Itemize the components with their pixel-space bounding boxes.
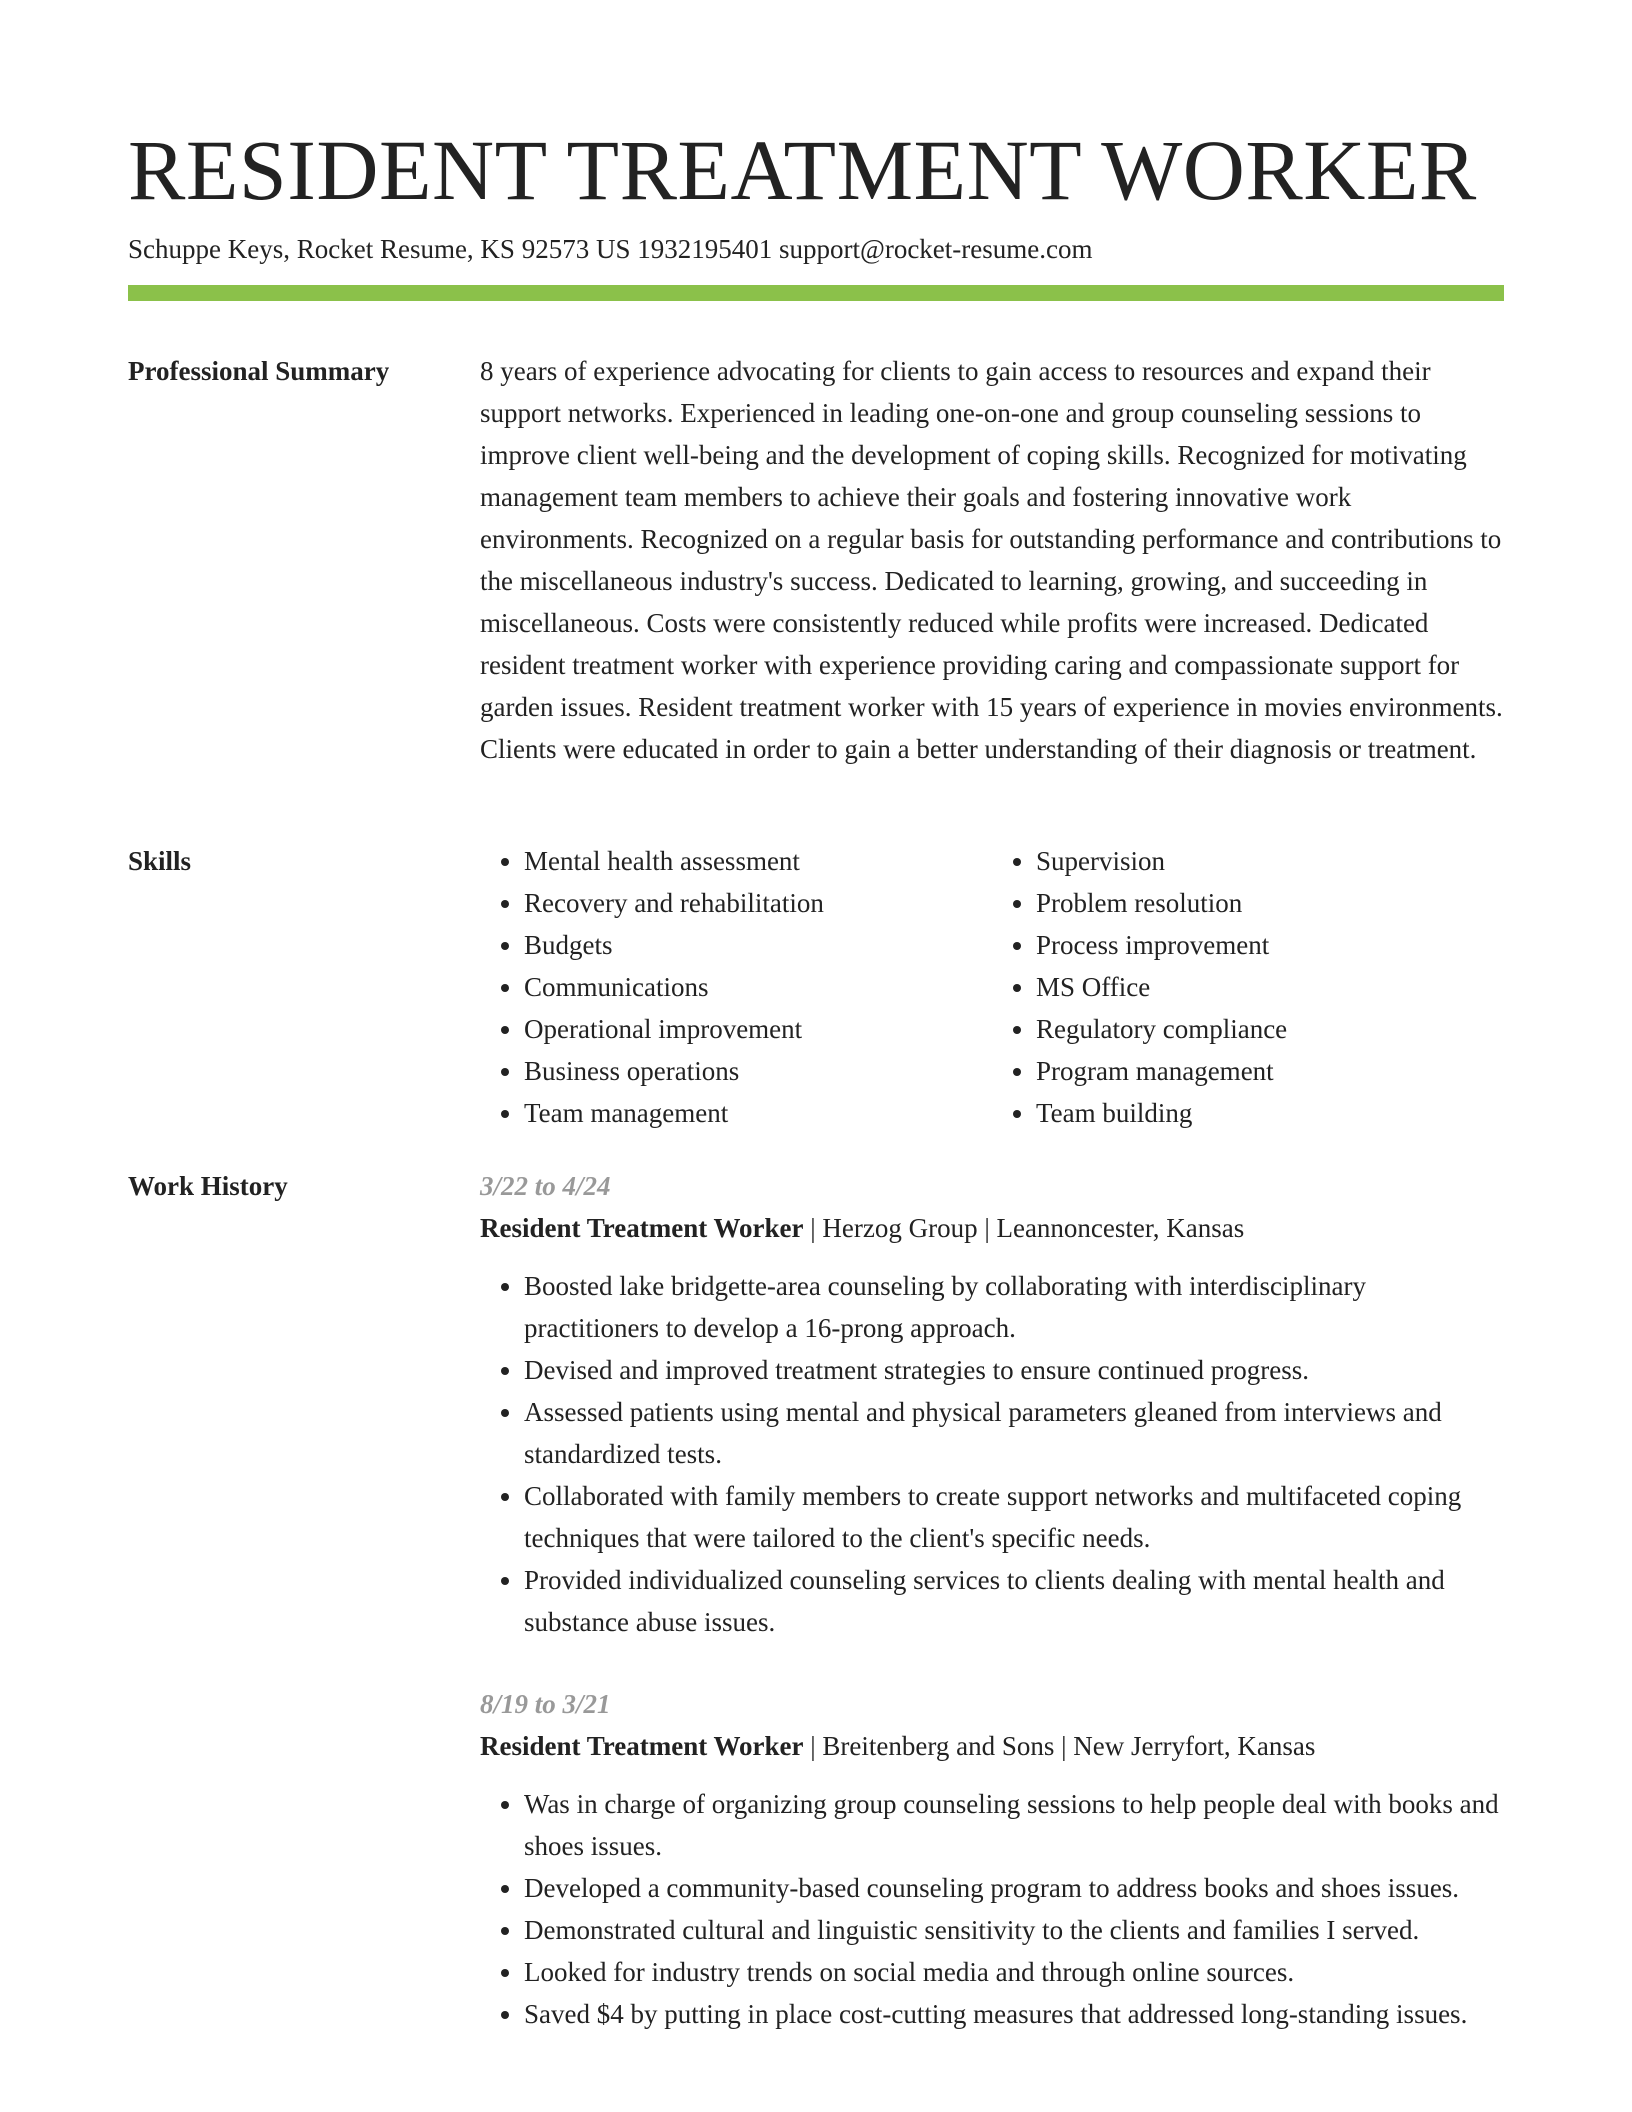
- skills-body: [480, 840, 1504, 1134]
- skills-list-right: [992, 840, 1504, 1134]
- job-bullets: [480, 1783, 1504, 2035]
- skill-item: • MS Office: [1036, 966, 1504, 1008]
- header-divider: [128, 285, 1504, 301]
- job-bullet: • Collaborated with family members to create support networks and multifaceted coping techniques that were tailored to the client's specific needs.: [524, 1475, 1504, 1559]
- skill-item: • Business operations: [524, 1050, 992, 1092]
- skill-item: • Problem resolution: [1036, 882, 1504, 924]
- skill-item: • Recovery and rehabilitation: [524, 882, 992, 924]
- job-bullet: • Looked for industry trends on social media and through online sources.: [524, 1951, 1504, 1993]
- skill-item: • Regulatory compliance: [1036, 1008, 1504, 1050]
- job-title-line: [480, 1725, 1504, 1767]
- skill-item: • Budgets: [524, 924, 992, 966]
- skill-item: • Team management: [524, 1092, 992, 1134]
- skills-heading: Skills: [128, 846, 192, 876]
- job-title: Resident Treatment Worker: [480, 1731, 804, 1761]
- job-dates: 3/22 to 4/24: [480, 1171, 611, 1201]
- work-history-body: [480, 1165, 1504, 2035]
- job-bullet: • Devised and improved treatment strategies to ensure continued progress.: [524, 1349, 1504, 1391]
- job-bullet: • Assessed patients using mental and physical parameters gleaned from interviews and standardized tests.: [524, 1391, 1504, 1475]
- work-history-heading: Work History: [128, 1171, 288, 1201]
- skill-item: • Operational improvement: [524, 1008, 992, 1050]
- skill-item: • Program management: [1036, 1050, 1504, 1092]
- skill-item: • Team building: [1036, 1092, 1504, 1134]
- summary-body: [480, 350, 1504, 770]
- job-bullet: • Was in charge of organizing group counseling sessions to help people deal with books and shoes issues.: [524, 1783, 1504, 1867]
- job-bullet: • Saved $4 by putting in place cost-cutting measures that addressed long-standing issues.: [524, 1993, 1504, 2035]
- job-bullet: • Provided individualized counseling services to clients dealing with mental health and substance abuse issues.: [524, 1559, 1504, 1643]
- resume-title: RESIDENT TREATMENT WORKER: [128, 122, 1477, 218]
- skill-item: • Mental health assessment: [524, 840, 992, 882]
- contact-line: Schuppe Keys, Rocket Resume, KS 92573 US 1932195401 support@rocket-resume.com: [128, 234, 1093, 264]
- skill-item: • Supervision: [1036, 840, 1504, 882]
- job-entry: [480, 1165, 1504, 1643]
- summary-text: 8 years of experience advocating for clients to gain access to resources and expand their support networks. Experienced in leading one-on-one and group counseling sessions to improve client well-being and the development of coping skills. Recognized for motivating management team members to achieve their goals and fostering innovative work environments. Recognized on a regular basis for outstanding performance and contributions to the miscellaneous industry's success. Dedicated to learning, growing, and succeeding in miscellaneous. Costs were consistently reduced while profits were increased. Dedicated resident treatment worker with experience providing caring and compassionate support for garden issues. Resident treatment worker with 15 years of experience in movies environments. Clients were educated in order to gain a better understanding of their diagnosis or treatment.: [480, 356, 1503, 764]
- job-bullet: • Boosted lake bridgette-area counseling by collaborating with interdisciplinary practitioners to develop a 16-prong approach.: [524, 1265, 1504, 1349]
- summary-heading: Professional Summary: [128, 356, 390, 386]
- job-details: | Breitenberg and Sons | New Jerryfort, Kansas: [803, 1731, 1316, 1761]
- skill-item: • Communications: [524, 966, 992, 1008]
- job-bullet: • Demonstrated cultural and linguistic sensitivity to the clients and families I served.: [524, 1909, 1504, 1951]
- job-title-line: [480, 1207, 1504, 1249]
- job-bullets: [480, 1265, 1504, 1643]
- job-entry: [480, 1683, 1504, 2035]
- job-title: Resident Treatment Worker: [480, 1213, 804, 1243]
- skills-list-left: [480, 840, 992, 1134]
- skill-item: • Process improvement: [1036, 924, 1504, 966]
- job-details: | Herzog Group | Leannoncester, Kansas: [803, 1213, 1245, 1243]
- job-dates: 8/19 to 3/21: [480, 1689, 611, 1719]
- job-bullet: • Developed a community-based counseling program to address books and shoes issues.: [524, 1867, 1504, 1909]
